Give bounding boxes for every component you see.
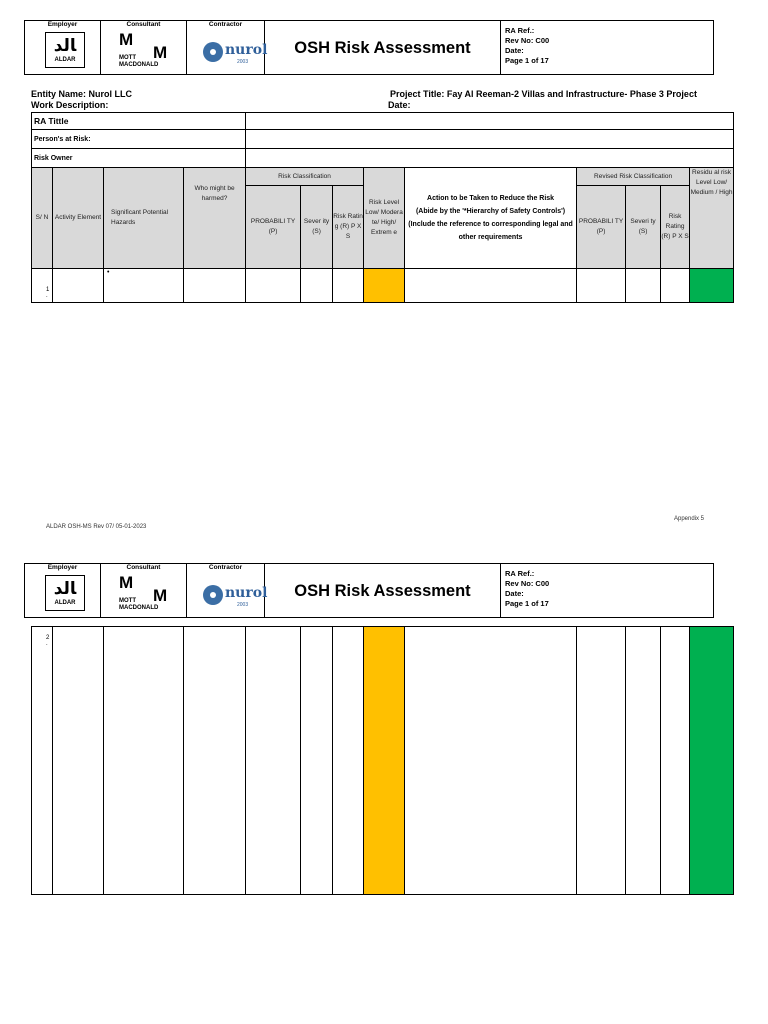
row-rev-probability[interactable]	[577, 627, 626, 895]
footer-doc-ref: ALDAR OSH-MS Rev 07/ 05-01-2023	[46, 524, 147, 530]
employer-label: Employer	[47, 21, 78, 28]
page-number: Page 1 of 17	[505, 599, 549, 608]
row-risk-level[interactable]	[364, 627, 405, 895]
row-severity[interactable]	[301, 627, 333, 895]
work-description: Work Description:	[31, 100, 109, 110]
risk-owner-field[interactable]	[246, 149, 734, 168]
title-cell	[265, 21, 501, 74]
row-who[interactable]	[184, 627, 246, 895]
doc-date: Date:	[505, 46, 524, 55]
risk-assessment-table-page1	[31, 112, 734, 303]
risk-owner-label: Risk Owner	[32, 149, 246, 168]
ra-title-field[interactable]	[246, 113, 734, 130]
contractor-cell: Contractor nurol 2003	[187, 564, 265, 617]
row-rev-severity[interactable]	[626, 627, 661, 895]
table-row	[32, 269, 734, 303]
entity-name: Entity Name: Nurol LLC	[31, 89, 133, 99]
contractor-label: Contractor	[208, 564, 243, 571]
row-hazards[interactable]: •	[104, 269, 184, 303]
row-rev-rating[interactable]	[661, 627, 690, 895]
page-number: Page 1 of 17	[505, 56, 549, 65]
row-probability[interactable]	[246, 627, 301, 895]
rev-no: Rev No: C00	[505, 579, 550, 588]
row-hazards[interactable]	[104, 627, 184, 895]
aldar-logo: ﺎﻟﺪ ALDAR	[45, 575, 85, 611]
row-rev-rating[interactable]	[661, 269, 690, 303]
table-row	[32, 627, 734, 895]
row-sn: 2 .	[32, 627, 53, 895]
project-title: Project Title: Fay Al Reeman-2 Villas and Infrastructure- Phase 3 Project	[390, 89, 697, 99]
page1-header	[24, 20, 714, 75]
aldar-logo: ﺎﻟﺪ ALDAR	[45, 32, 85, 68]
footer-appendix: Appendix 5	[674, 516, 705, 522]
row-severity[interactable]	[301, 269, 333, 303]
consultant-label: Consultant	[126, 564, 161, 571]
col-sn: S/ N	[32, 168, 53, 269]
row-risk-rating[interactable]	[333, 627, 364, 895]
row-risk-rating[interactable]	[333, 269, 364, 303]
contractor-cell: Contractor nurol 2003	[187, 21, 265, 74]
doc-date: Date:	[505, 589, 524, 598]
page2-header	[24, 563, 714, 618]
col-rev-probability: PROBABILI TY (P)	[577, 186, 626, 269]
page-title: OSH Risk Assessment	[294, 582, 471, 600]
risk-assessment-table-page2	[31, 626, 734, 895]
row-risk-level[interactable]	[364, 269, 405, 303]
row-rev-severity[interactable]	[626, 269, 661, 303]
row-action[interactable]	[405, 269, 577, 303]
row-activity[interactable]	[53, 627, 104, 895]
consultant-cell: Consultant M M MOTT MACDONALD	[101, 21, 187, 74]
title-cell	[265, 564, 501, 617]
col-risk-rating: Risk Ratin g (R) P X S	[333, 186, 364, 269]
col-risk-classification: Risk Classification	[246, 168, 364, 186]
row-action[interactable]	[405, 627, 577, 895]
col-probability: PROBABILI TY (P)	[246, 186, 301, 269]
col-revised-classification: Revised Risk Classification	[577, 168, 690, 186]
col-activity: Activity Element	[53, 168, 104, 269]
persons-at-risk-field[interactable]	[246, 130, 734, 149]
col-severity: Sever ity (S)	[301, 186, 333, 269]
col-who: Who might be harmed?	[184, 168, 246, 269]
row-rev-probability[interactable]	[577, 269, 626, 303]
consultant-cell: Consultant M M MOTT MACDONALD	[101, 564, 187, 617]
col-action: Action to be Taken to Reduce the Risk (Abide by the '*Hierarchy of Safety Controls') (Include the reference to corresponding legal and other requirements	[405, 168, 577, 269]
rev-no: Rev No: C00	[505, 36, 550, 45]
row-residual[interactable]	[690, 269, 734, 303]
col-risk-level: Risk Level Low/ Modera te/ High/ Extrem e	[364, 168, 405, 269]
row-who[interactable]	[184, 269, 246, 303]
ra-info-cell	[501, 564, 715, 617]
contractor-label: Contractor	[208, 21, 243, 28]
info-date: Date:	[388, 100, 411, 110]
persons-at-risk-label: Person's at Risk:	[32, 130, 246, 149]
employer-cell	[25, 21, 101, 74]
col-hazards: Significant Potential Hazards	[104, 168, 184, 269]
col-residual: Residu al risk Level Low/ Medium / High	[690, 168, 734, 269]
ra-info-cell	[501, 21, 715, 74]
ra-ref: RA Ref.:	[505, 569, 535, 578]
row-probability[interactable]	[246, 269, 301, 303]
row-activity[interactable]	[53, 269, 104, 303]
row-sn: 1 .	[32, 269, 53, 303]
col-rev-rating: Risk Rating (R) P X S	[661, 186, 690, 269]
consultant-label: Consultant	[126, 21, 161, 28]
ra-title-label: RA Tittle	[32, 113, 246, 130]
ra-ref: RA Ref.:	[505, 26, 535, 35]
page-title: OSH Risk Assessment	[294, 39, 471, 57]
row-residual[interactable]	[690, 627, 734, 895]
col-rev-severity: Severi ty (S)	[626, 186, 661, 269]
employer-label: Employer	[47, 564, 78, 571]
employer-cell	[25, 564, 101, 617]
